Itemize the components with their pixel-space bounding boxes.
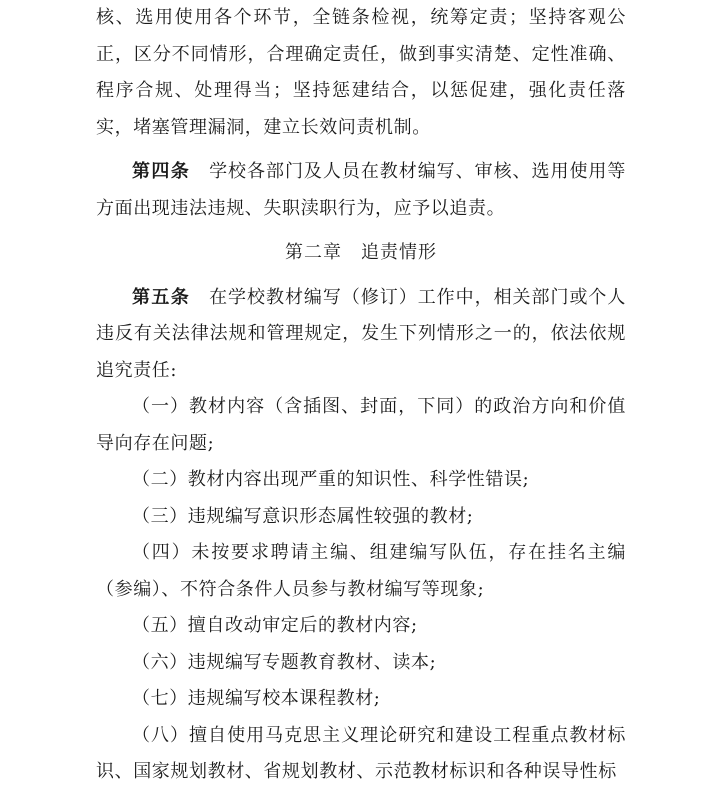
article-5 [96, 280, 626, 390]
document-page [96, 0, 626, 785]
spacer [96, 272, 626, 280]
spacer [96, 227, 626, 235]
list-item: （四）未按要求聘请主编、组建编写队伍，存在挂名主编（参编）、不符合条件人员参与教材编写等现象; [96, 542, 626, 600]
list-item: （二）教材内容出现严重的知识性、科学性错误; [132, 469, 530, 490]
article-4 [96, 154, 626, 227]
article-5-text: 在学校教材编写（修订）工作中，相关部门或个人违反有关法律法规和管理规定，发生下列情形之一的，依法依规追究责任: [96, 286, 626, 381]
list-item: （三）违规编写意识形态属性较强的教材; [132, 505, 474, 527]
article-4-text: 学校各部门及人员在教材编写、审核、选用使用等方面出现违法违规、失职渎职行为，应予以追责。 [96, 161, 626, 219]
chapter-title: 第二章 追责情形 [285, 242, 437, 263]
article-5-heading: 第五条 [132, 286, 191, 308]
list-item: （六）违规编写专题教育教材、读本; [132, 651, 437, 673]
list-item: （五）擅自改动审定后的教材内容; [132, 615, 418, 636]
list-item: （一）教材内容（含插图、封面，下同）的政治方向和价值导向存在问题; [96, 396, 626, 454]
list-item: （七）违规编写校本课程教材; [132, 688, 381, 709]
list-item: （八）擅自使用马克思主义理论研究和建设工程重点教材标识、国家规划教材、省规划教材、示范教材标识和各种误导性标 [96, 724, 626, 782]
paragraph-continued: 核、选用使用各个环节，全链条检视，统筹定责；坚持客观公正，区分不同情形，合理确定责任，做到事实清楚、定性准确、程序合规、处理得当；坚持惩建结合，以惩促建，强化责任落实，堵塞管理漏洞，建立长效问责机制。 [96, 7, 626, 138]
spacer [96, 146, 626, 154]
article-4-heading: 第四条 [132, 161, 191, 182]
